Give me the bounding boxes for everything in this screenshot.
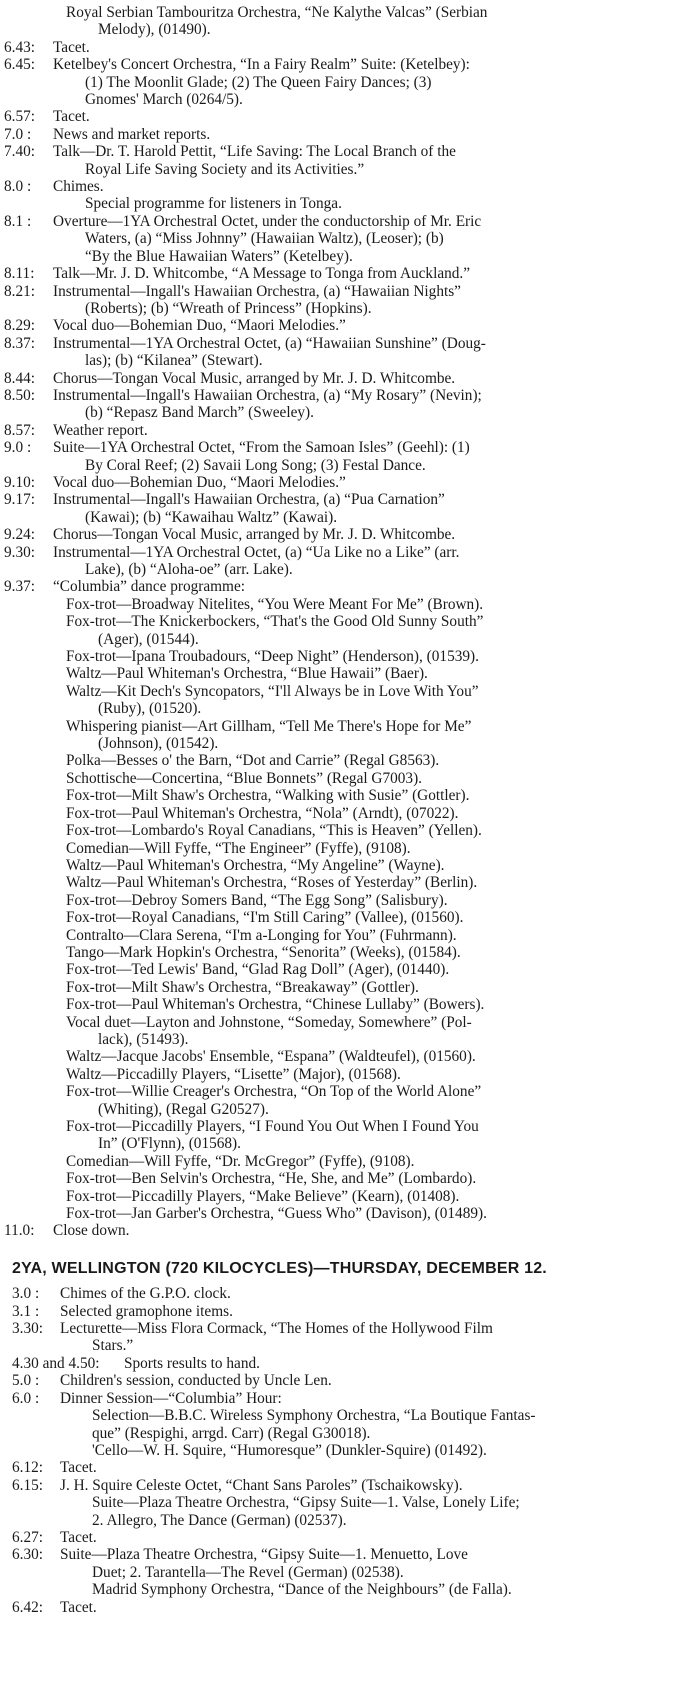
entry-time: 6.43: bbox=[4, 38, 36, 56]
dance-item bbox=[4, 752, 694, 769]
entry-line: Children's session, conducted by Uncle Len. bbox=[60, 1372, 332, 1390]
entry-time: 3.0 : bbox=[12, 1285, 40, 1303]
entry-text bbox=[53, 387, 694, 422]
dance-line: Waltz—Paul Whiteman's Orchestra, “Roses of Yesterday” (Berlin). bbox=[66, 874, 478, 892]
entry-time: 9.17: bbox=[4, 491, 36, 509]
dance-line: Fox-trot—Milt Shaw's Orchestra, “Walking with Susie” (Gottler). bbox=[66, 787, 470, 805]
dance-line: Polka—Besses o' the Barn, “Dot and Carrie” (Regal G8563). bbox=[66, 752, 440, 770]
dance-line: Fox-trot—Piccadilly Players, “Make Believe” (Kearn), (01408). bbox=[66, 1187, 460, 1205]
entry-text bbox=[53, 56, 694, 108]
entry-text bbox=[53, 108, 694, 125]
dance-item bbox=[4, 648, 694, 665]
entry-time: 8.11: bbox=[4, 265, 35, 283]
entry-line: “By the Blue Hawaiian Waters” (Ketelbey). bbox=[85, 247, 353, 265]
programme-entry bbox=[4, 1320, 694, 1355]
dance-line: Fox-trot—The Knickerbockers, “That's the Good Old Sunny South” bbox=[66, 613, 484, 631]
entry-line: “Columbia” dance programme: bbox=[53, 578, 245, 596]
dance-item bbox=[4, 979, 694, 996]
entry-line: Sports results to hand. bbox=[124, 1354, 260, 1372]
dance-item bbox=[4, 944, 694, 961]
entry-line: que” (Respighi, arrgd. Carr) (Regal G30018). bbox=[92, 1424, 371, 1442]
entry-text bbox=[60, 1546, 694, 1598]
programme-entry bbox=[4, 56, 694, 108]
entry-line: Overture—1YA Orchestral Octet, under the conductorship of Mr. Eric bbox=[53, 212, 482, 230]
entry-line: J. H. Squire Celeste Octet, “Chant Sans Paroles” (Tschaikowsky). bbox=[60, 1476, 463, 1494]
dance-line: (Ager), (01544). bbox=[98, 630, 199, 648]
dance-item bbox=[4, 596, 694, 613]
entry-time: 9.10: bbox=[4, 473, 36, 491]
entry-line: Instrumental—Ingall's Hawaiian Orchestra, (a) “My Rosary” (Nevin); bbox=[53, 386, 482, 404]
programme-entry bbox=[4, 1529, 694, 1546]
entry-text bbox=[60, 1390, 694, 1460]
entry-text bbox=[53, 422, 694, 439]
entry-time: 9.24: bbox=[4, 526, 36, 544]
entry-text bbox=[53, 126, 694, 143]
programme-entry bbox=[4, 126, 694, 143]
programme-entry bbox=[4, 1355, 694, 1372]
programme-entry bbox=[4, 1599, 694, 1616]
entry-line: Tacet. bbox=[60, 1459, 97, 1477]
entry-time: 6.15: bbox=[12, 1476, 44, 1494]
entry-line: Chorus—Tongan Vocal Music, arranged by Mr. J. D. Whitcombe. bbox=[53, 369, 456, 387]
entry-time: 3.1 : bbox=[12, 1302, 40, 1320]
entry-line: Dinner Session—“Columbia” Hour: bbox=[60, 1389, 282, 1407]
entry-line: Lecturette—Miss Flora Cormack, “The Homes of the Hollywood Film bbox=[60, 1320, 493, 1338]
dance-line: Fox-trot—Jan Garber's Orchestra, “Guess Who” (Davison), (01489). bbox=[66, 1205, 487, 1223]
entry-line: Tacet. bbox=[60, 1598, 97, 1616]
entry-text bbox=[53, 317, 694, 334]
entry-line: Talk—Mr. J. D. Whitcombe, “A Message to Tonga from Auckland.” bbox=[53, 265, 471, 283]
entry-time: 9.0 : bbox=[4, 439, 32, 457]
dance-item bbox=[4, 787, 694, 804]
entry-time: 7.40: bbox=[4, 143, 36, 161]
dance-line: In” (O'Flynn), (01568). bbox=[98, 1135, 241, 1153]
entry-text bbox=[60, 1372, 694, 1389]
programme-entry bbox=[4, 283, 694, 318]
dance-item bbox=[4, 909, 694, 926]
entry-line: Instrumental—1YA Orchestral Octet, (a) “Ua Like no a Like” (arr. bbox=[53, 543, 460, 561]
entry-line: Vocal duo—Bohemian Duo, “Maori Melodies.” bbox=[53, 473, 346, 491]
dance-item bbox=[4, 683, 694, 718]
dance-line: (Johnson), (01542). bbox=[98, 735, 219, 753]
entry-line: Stars.” bbox=[92, 1337, 134, 1355]
entry-line: Chimes of the G.P.O. clock. bbox=[60, 1285, 231, 1303]
entry-time: 6.30: bbox=[12, 1546, 44, 1564]
programme-entry bbox=[4, 108, 694, 125]
entry-time: 8.44: bbox=[4, 369, 36, 387]
dance-item bbox=[4, 1118, 694, 1153]
entry-time: 3.30: bbox=[12, 1320, 44, 1338]
programme-entry bbox=[4, 1459, 694, 1476]
dance-line: Fox-trot—Milt Shaw's Orchestra, “Breakaway” (Gottler). bbox=[66, 978, 419, 996]
entry-text bbox=[60, 1477, 694, 1529]
entry-text bbox=[124, 1355, 694, 1372]
programme-entry bbox=[4, 370, 694, 387]
dance-item bbox=[4, 996, 694, 1013]
entry-line: Talk—Dr. T. Harold Pettit, “Life Saving: The Local Branch of the bbox=[53, 143, 456, 161]
entry-text bbox=[60, 1599, 694, 1616]
entry-line: (Kawai); (b) “Kawaihau Waltz” (Kawai). bbox=[85, 508, 338, 526]
dance-programme-list bbox=[4, 596, 694, 1223]
dance-line: Tango—Mark Hopkin's Orchestra, “Senorita” (Weeks), (01584). bbox=[66, 943, 461, 961]
programme-1ya-continued bbox=[4, 4, 694, 1240]
close-down-entry bbox=[4, 1222, 694, 1239]
entry-line: Suite—1YA Orchestral Octet, “From the Samoan Isles” (Geehl): (1) bbox=[53, 439, 470, 457]
entry-time: 8.29: bbox=[4, 317, 36, 335]
dance-item bbox=[4, 1188, 694, 1205]
entry-line: Waters, (a) “Miss Johnny” (Hawaiian Waltz), (Leoser); (b) bbox=[85, 230, 444, 248]
programme-entry bbox=[4, 526, 694, 543]
dance-line: Fox-trot—Royal Canadians, “I'm Still Caring” (Vallee), (01560). bbox=[66, 909, 464, 927]
entry-text bbox=[60, 1529, 694, 1546]
entry-time: 6.57: bbox=[4, 108, 36, 126]
dance-line: Fox-trot—Paul Whiteman's Orchestra, “Nola” (Arndt), (07022). bbox=[66, 804, 459, 822]
dance-item bbox=[4, 718, 694, 753]
dance-item bbox=[4, 927, 694, 944]
entry-line: Madrid Symphony Orchestra, “Dance of the Neighbours” (de Falla). bbox=[92, 1581, 512, 1599]
entry-line: Tacet. bbox=[60, 1528, 97, 1546]
entry-line: Chimes. bbox=[53, 178, 104, 196]
entry-line: Tacet. bbox=[53, 38, 90, 56]
dance-item bbox=[4, 874, 694, 891]
dance-item bbox=[4, 1170, 694, 1187]
entry-line: Selection—B.B.C. Wireless Symphony Orchestra, “La Boutique Fantas- bbox=[92, 1407, 536, 1425]
entry-text bbox=[53, 178, 694, 213]
programme-entry bbox=[4, 317, 694, 334]
entry-text bbox=[53, 265, 694, 282]
entry-line: Vocal duo—Bohemian Duo, “Maori Melodies.” bbox=[53, 317, 346, 335]
entry-line: Ketelbey's Concert Orchestra, “In a Fairy Realm” Suite: (Ketelbey): bbox=[53, 56, 470, 74]
programme-entry bbox=[4, 1390, 694, 1460]
entry-text bbox=[53, 439, 694, 474]
dance-line: Fox-trot—Ipana Troubadours, “Deep Night” (Henderson), (01539). bbox=[66, 648, 479, 666]
entry-time: 7.0 : bbox=[4, 125, 32, 143]
newspaper-page bbox=[4, 4, 694, 1616]
entry-line: Instrumental—1YA Orchestral Octet, (a) “Hawaiian Sunshine” (Doug- bbox=[53, 334, 486, 352]
entry-line: (1) The Moonlit Glade; (2) The Queen Fairy Dances; (3) bbox=[85, 73, 432, 91]
dance-item bbox=[4, 840, 694, 857]
programme-entry bbox=[4, 213, 694, 265]
programme-entry bbox=[4, 422, 694, 439]
entry-time: 11.0: bbox=[4, 1222, 35, 1240]
dance-item bbox=[4, 613, 694, 648]
entry-line: Duet; 2. Tarantella—The Revel (German) (02538). bbox=[92, 1563, 404, 1581]
entry-time: 5.0 : bbox=[12, 1372, 40, 1390]
entry-time: 8.1 : bbox=[4, 212, 32, 230]
dance-line: Waltz—Kit Dech's Syncopators, “I'll Always be in Love With You” bbox=[66, 682, 479, 700]
entry-text bbox=[53, 213, 694, 265]
lead-line: Melody), (01490). bbox=[98, 21, 211, 39]
entry-line: Suite—Plaza Theatre Orchestra, “Gipsy Suite—1. Menuetto, Love bbox=[60, 1546, 468, 1564]
programme-entry bbox=[4, 544, 694, 579]
entry-time: 6.0 : bbox=[12, 1389, 40, 1407]
programme-2ya-wellington bbox=[4, 1260, 694, 1616]
entry-text bbox=[53, 370, 694, 387]
entry-line: Special programme for listeners in Tonga. bbox=[85, 195, 342, 213]
entry-line: 2. Allegro, The Dance (German) (02537). bbox=[92, 1511, 347, 1529]
programme-entry bbox=[4, 178, 694, 213]
entry-text bbox=[53, 491, 694, 526]
entry-line: Instrumental—Ingall's Hawaiian Orchestra, (a) “Hawaiian Nights” bbox=[53, 282, 461, 300]
entry-line: Selected gramophone items. bbox=[60, 1302, 233, 1320]
entry-time: 8.0 : bbox=[4, 178, 32, 196]
dance-item bbox=[4, 1066, 694, 1083]
dance-line: Whispering pianist—Art Gillham, “Tell Me There's Hope for Me” bbox=[66, 717, 472, 735]
programme-entry bbox=[4, 1546, 694, 1598]
lead-line: Royal Serbian Tambouritza Orchestra, “Ne Kalythe Valcas” (Serbian bbox=[66, 4, 488, 21]
entry-time: 8.21: bbox=[4, 282, 36, 300]
entry-line: Tacet. bbox=[53, 108, 90, 126]
dance-line: Comedian—Will Fyffe, “Dr. McGregor” (Fyffe), (9108). bbox=[66, 1152, 415, 1170]
entry-text bbox=[60, 1285, 694, 1302]
dance-line: Waltz—Jacque Jacobs' Ensemble, “Espana” (Waldteufel), (01560). bbox=[66, 1048, 476, 1066]
entry-line: Royal Life Saving Society and its Activities.” bbox=[85, 160, 365, 178]
entry-line: Weather report. bbox=[53, 421, 148, 439]
entry-text bbox=[53, 283, 694, 318]
entry-line: Gnomes' March (0264/5). bbox=[85, 91, 243, 109]
entry-time: 9.37: bbox=[4, 578, 36, 596]
programme-entry bbox=[4, 335, 694, 370]
dance-item bbox=[4, 805, 694, 822]
lead-item bbox=[4, 4, 694, 39]
entry-text bbox=[60, 1303, 694, 1320]
dance-line: Vocal duet—Layton and Johnstone, “Someday, Somewhere” (Pol- bbox=[66, 1013, 472, 1031]
dance-line: Fox-trot—Paul Whiteman's Orchestra, “Chinese Lullaby” (Bowers). bbox=[66, 996, 485, 1014]
dance-item bbox=[4, 961, 694, 978]
dance-item bbox=[4, 822, 694, 839]
entry-line: News and market reports. bbox=[53, 125, 211, 143]
dance-line: Fox-trot—Piccadilly Players, “I Found You Out When I Found You bbox=[66, 1118, 479, 1135]
entry-line: Suite—Plaza Theatre Orchestra, “Gipsy Suite—1. Valse, Lonely Life; bbox=[92, 1494, 520, 1512]
entry-line: By Coral Reef; (2) Savaii Long Song; (3) Festal Dance. bbox=[85, 456, 426, 474]
entry-text bbox=[60, 1459, 694, 1476]
entry-time: 6.12: bbox=[12, 1459, 44, 1477]
entry-text bbox=[53, 39, 694, 56]
programme-entry bbox=[4, 1303, 694, 1320]
programme-entry bbox=[4, 39, 694, 56]
dance-line: lack), (51493). bbox=[98, 1030, 189, 1048]
programme-entry bbox=[4, 387, 694, 422]
entry-text bbox=[53, 526, 694, 543]
entry-line: Instrumental—Ingall's Hawaiian Orchestra, (a) “Pua Carnation” bbox=[53, 491, 445, 509]
dance-line: Waltz—Paul Whiteman's Orchestra, “My Angeline” (Wayne). bbox=[66, 856, 445, 874]
dance-line: Waltz—Paul Whiteman's Orchestra, “Blue Hawaii” (Baer). bbox=[66, 665, 428, 683]
entry-text bbox=[53, 578, 694, 595]
station-heading: 2YA, WELLINGTON (720 KILOCYCLES)—THURSDAY, DECEMBER 12. bbox=[12, 1259, 547, 1277]
entry-time: 4.30 and 4.50: bbox=[12, 1354, 100, 1372]
entry-text bbox=[53, 544, 694, 579]
dance-item bbox=[4, 1205, 694, 1222]
dance-line: Comedian—Will Fyffe, “The Engineer” (Fyffe), (9108). bbox=[66, 839, 411, 857]
dance-line: Fox-trot—Debroy Somers Band, “The Egg Song” (Salisbury). bbox=[66, 891, 448, 909]
entry-line: Chorus—Tongan Vocal Music, arranged by Mr. J. D. Whitcombe. bbox=[53, 526, 456, 544]
dance-line: Waltz—Piccadilly Players, “Lisette” (Major), (01568). bbox=[66, 1065, 401, 1083]
programme-entry bbox=[4, 1372, 694, 1389]
dance-line: Fox-trot—Ben Selvin's Orchestra, “He, She, and Me” (Lombardo). bbox=[66, 1170, 477, 1188]
dance-line: (Whiting), (Regal G20527). bbox=[98, 1100, 269, 1118]
entry-text bbox=[53, 335, 694, 370]
entry-time: 8.37: bbox=[4, 334, 36, 352]
programme-entry bbox=[4, 491, 694, 526]
entry-line: las); (b) “Kilanea” (Stewart). bbox=[85, 352, 263, 370]
dance-item bbox=[4, 1048, 694, 1065]
dance-item bbox=[4, 665, 694, 682]
programme-entry bbox=[4, 1285, 694, 1302]
programme-entry bbox=[4, 474, 694, 491]
entry-line: Lake), (b) “Aloha-oe” (arr. Lake). bbox=[85, 561, 293, 578]
dance-line: Contralto—Clara Serena, “I'm a-Longing for You” (Fuhrmann). bbox=[66, 926, 457, 944]
entry-text bbox=[53, 474, 694, 491]
entry-line: (b) “Repasz Band March” (Sweeley). bbox=[85, 404, 314, 422]
dance-item bbox=[4, 857, 694, 874]
dance-line: Fox-trot—Lombardo's Royal Canadians, “This is Heaven” (Yellen). bbox=[66, 822, 482, 840]
entry-time: 6.42: bbox=[12, 1598, 44, 1616]
dance-item bbox=[4, 770, 694, 787]
dance-item bbox=[4, 1153, 694, 1170]
programme-entry bbox=[4, 265, 694, 282]
dance-item bbox=[4, 1083, 694, 1118]
entry-line: 'Cello—W. H. Squire, “Humoresque” (Dunkler-Squire) (01492). bbox=[92, 1441, 487, 1459]
dance-line: Schottische—Concertina, “Blue Bonnets” (Regal G7003). bbox=[66, 769, 422, 787]
dance-item bbox=[4, 1014, 694, 1049]
programme-entry bbox=[4, 578, 694, 595]
dance-item bbox=[4, 892, 694, 909]
entry-text bbox=[53, 143, 694, 178]
entry-time: 8.50: bbox=[4, 386, 36, 404]
entry-time: 6.45: bbox=[4, 56, 36, 74]
entry-text: Close down. bbox=[53, 1222, 130, 1240]
programme-entry bbox=[4, 143, 694, 178]
programme-entry bbox=[4, 439, 694, 474]
programme-entry bbox=[4, 1477, 694, 1529]
dance-line: Fox-trot—Willie Creager's Orchestra, “On Top of the World Alone” bbox=[66, 1083, 482, 1101]
entry-time: 8.57: bbox=[4, 421, 36, 439]
entry-line: (Roberts); (b) “Wreath of Princess” (Hopkins). bbox=[85, 299, 372, 317]
dance-line: (Ruby), (01520). bbox=[98, 700, 202, 718]
dance-line: Fox-trot—Ted Lewis' Band, “Glad Rag Doll” (Ager), (01440). bbox=[66, 961, 450, 979]
entry-time: 6.27: bbox=[12, 1528, 44, 1546]
dance-line: Fox-trot—Broadway Nitelites, “You Were Meant For Me” (Brown). bbox=[66, 595, 484, 613]
entry-text bbox=[60, 1320, 694, 1355]
entry-time: 9.30: bbox=[4, 543, 36, 561]
